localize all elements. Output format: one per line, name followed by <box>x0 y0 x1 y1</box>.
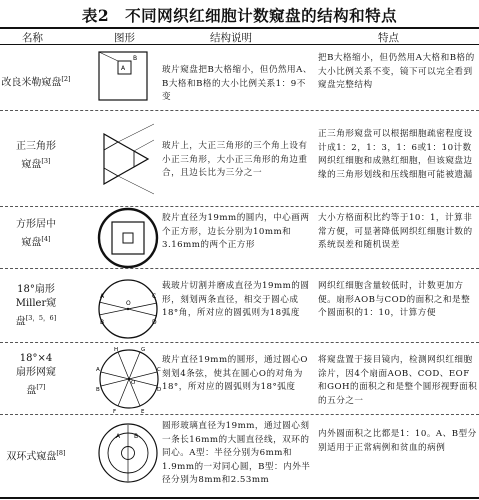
header-rule <box>0 44 479 45</box>
row-1-name: 改良米勒窥盘[2] <box>1 75 71 89</box>
row-3-name: 方形居中 窥盘[4] <box>16 219 56 249</box>
fig5-label-a: A <box>96 367 100 373</box>
row-2-figure <box>96 116 156 206</box>
row-6-structure: 圆形玻璃直径为19mm，通过圆心刻一条长16mm的大圆直径线，双环的同心。A型：半径分别为6mm和1.9mm的一对同心圆，B型：内外半径分别为8mm和2.53mm <box>162 421 311 485</box>
row-separator <box>0 206 479 207</box>
row-4-features: 网织红细胞含量较低时，计数更加方便。扇形AOB与COD的面积之和是整个圆面积的1：10，计算方便 <box>318 281 471 318</box>
fig1-label-b: B <box>133 55 138 62</box>
fig5-label-o: O <box>131 380 136 386</box>
row-4-name: 18°扇形 Miller窥 盘[3，5，6] <box>15 284 57 328</box>
fig4-label-a: A <box>100 293 105 300</box>
row-2-structure: 玻片上，大正三角形的三个角上设有小正三角形，大小正三角形的角边重合，且边长比为三分之一 <box>162 141 308 178</box>
header-structure: 结构说明 <box>210 32 252 44</box>
row-1-structure: 玻片窥盘把B大格缩小，但仍然用A、B大格和B格的大小比例关系1：9不变 <box>162 65 312 102</box>
row-5-features: 将窥盘置于接目镜内，检测网织红细胞涂片，因4个扇面AOB、COD、EOF和GOH的面积之和是整个圆形视野面积的五分之一 <box>318 355 478 406</box>
row-6-features: 内外圆面积之比都是1：10。A、B型分别适用于正常病例和贫血的病例 <box>318 429 477 453</box>
fig4-label-c: C <box>152 293 157 300</box>
row-4-structure: 载玻片切割并磨成直径为19mm的圆形，刻划两条直径，相交于圆心成18°角，所对应的圆弧则为18弧度 <box>162 281 310 318</box>
row-3-features: 大小方格面积比约等于10：1，计算非常方便，可显著降低网织红细胞计数的系统误差和随机误差 <box>318 213 473 250</box>
fig5-label-h: H <box>114 347 119 353</box>
fig1-label-a: A <box>121 65 126 72</box>
row-3-structure: 胶片直径为19mm的圆内，中心画两个正方形，边长分别为10mm和3.16mm的两个正方形 <box>162 213 310 250</box>
row-5-structure: 玻片直径19mm的圆形，通过圆心O刻划4条弦，使其在圆心O的对角为18°，所对应的圆弧则为18°弧度 <box>162 355 308 392</box>
row-2-features: 正三角形窥盘可以根据细胞疏密程度设计成1：2，1：3，1：6或1：10计数网织红细胞和成熟红细胞，但该窥盘边缘的三角形划线和压线细胞可能被遗漏 <box>318 129 473 180</box>
bottom-rule <box>0 497 479 499</box>
header-features: 特点 <box>378 32 399 44</box>
fig5-label-f: F <box>113 409 117 414</box>
fig5-label-g: G <box>141 347 146 353</box>
fig4-label-d: D <box>152 319 157 326</box>
fig5-label-e: E <box>141 409 145 414</box>
row-5-name: 18°×4 扇形网窥 盘[7] <box>16 353 56 397</box>
row-6-figure <box>96 420 160 490</box>
row-separator <box>0 110 479 111</box>
table-title: 表2 不同网织红细胞计数窥盘的结构和特点 <box>81 6 398 25</box>
fig5-label-c: C <box>157 367 161 373</box>
fig4-label-b: B <box>100 319 105 326</box>
row-separator <box>0 414 479 415</box>
row-separator <box>0 268 479 269</box>
row-1-features: 把B大格缩小，但仍然用A大格和B格的大小比例关系不变，镜下可以完全看到窥盘完整结构 <box>318 53 475 90</box>
row-1-figure <box>96 48 150 108</box>
row-2-name: 正三角形 窥盘[3] <box>16 141 56 171</box>
fig6-label-b: B <box>134 433 139 440</box>
fig4-label-o: O <box>126 300 131 307</box>
header-name: 名称 <box>22 32 43 44</box>
fig5-label-d: D <box>157 387 162 393</box>
row-4-figure <box>96 276 160 346</box>
row-separator <box>0 342 479 343</box>
top-rule <box>0 27 479 29</box>
row-6-name: 双环式窥盘[8] <box>6 449 66 463</box>
fig6-label-a: A <box>116 433 121 440</box>
fig5-label-b: B <box>96 387 100 393</box>
header-figure: 图形 <box>114 32 135 44</box>
row-3-figure <box>96 206 160 274</box>
row-5-figure <box>96 344 162 418</box>
